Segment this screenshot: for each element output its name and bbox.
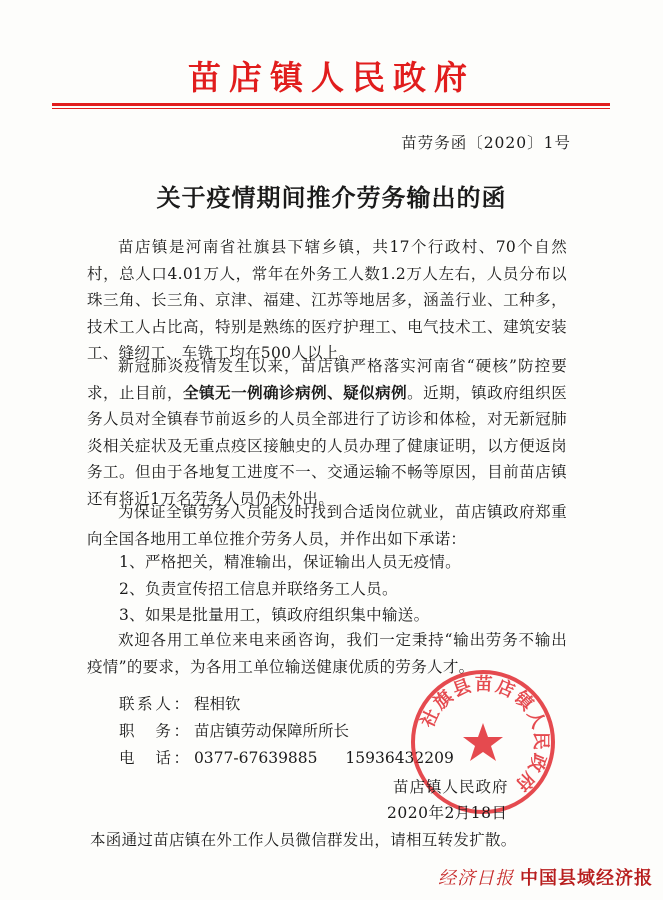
paragraph-welcome: 欢迎各用工单位来电来函咨询，我们一定秉持“输出劳务不输出疫情”的要求，为各用工单位输送健康优质的劳务人才。 [87, 631, 567, 676]
paragraph-town-profile: 苗店镇是河南省社旗县下辖乡镇，共17个行政村、70个自然村，总人口4.01万人，常年在外务工人数1.2万人左右，人员分布以珠三角、长三角、京津、福建、江苏等地居多，涵盖行业、工种多，技术工人占比高，特别是熟练的医疗护理工、电气技术工、建筑安装工、缝纫工、车铣工均在500人以上。 [87, 238, 567, 362]
contact-role-label: 职 务： [119, 722, 189, 740]
document-number: 苗劳务函〔2020〕1号 [401, 134, 571, 152]
paragraph-epidemic-status [87, 353, 567, 512]
commitment-item: 1、严格把关，精准输出，保证输出人员无疫情。 [119, 553, 461, 571]
contact-phone-landline: 0377-67639885 [193, 749, 318, 767]
paragraph-recommendation: 为保证全镇劳务人员能及时找到合适岗位就业，苗店镇政府郑重向全国各地用工单位推介劳务人员，并作出如下承诺： [87, 503, 567, 548]
newspaper-watermark [438, 864, 653, 890]
signoff-date: 2020年2月18日 [387, 804, 508, 822]
no-cases-highlight: 全镇无一例确诊病例、疑似病例 [183, 382, 408, 402]
contact-role: 苗店镇劳动保障所所长 [193, 722, 349, 740]
contact-role-row [119, 719, 349, 741]
contact-person: 程相钦 [193, 695, 241, 713]
commitment-item: 2、负责宣传招工信息并联络务工人员。 [119, 580, 398, 598]
contact-phone-label: 电 话： [119, 749, 189, 767]
contact-person-label: 联系人： [119, 695, 189, 713]
watermark-brand: 经济日报 [438, 868, 514, 889]
contact-phone-mobile: 15936432209 [345, 749, 454, 767]
contact-phone-row [119, 746, 454, 768]
commitment-item: 3、如果是批量用工，镇政府组织集中输送。 [119, 606, 430, 624]
header-red-rule [52, 103, 610, 106]
footnote: 本函通过苗店镇在外工作人员微信群发出，请相互转发扩散。 [90, 831, 517, 849]
signoff-organization: 苗店镇人民政府 [393, 778, 509, 796]
issuer-header: 苗店镇人民政府 [188, 58, 475, 97]
header-red-rule-thin [52, 108, 610, 109]
paragraph-epidemic-status-intro: 新冠肺炎疫情发生以来，苗店镇严格落实河南省“硬核”防控要求，止目前， [87, 357, 567, 402]
seal-text-path: 社旗县苗店镇人民政府 [417, 673, 552, 797]
paragraph-epidemic-status-rest: 。近期，镇政府组织医务人员对全镇春节前返乡的人员全部进行了访诊和体检，对无新冠肺炎相关症状及无重点疫区接触史的人员办理了健康证明，以方便返岗务工。但由于各地复工进度不一、交通运输不畅等原因，目前苗店镇还有将近1万名劳务人员仍未外出。 [87, 383, 567, 508]
watermark-name: 中国县域经济报 [520, 868, 653, 889]
document-title: 关于疫情期间推介劳务输出的函 [156, 183, 507, 212]
seal-star [463, 723, 503, 761]
contact-person-row [119, 692, 240, 714]
